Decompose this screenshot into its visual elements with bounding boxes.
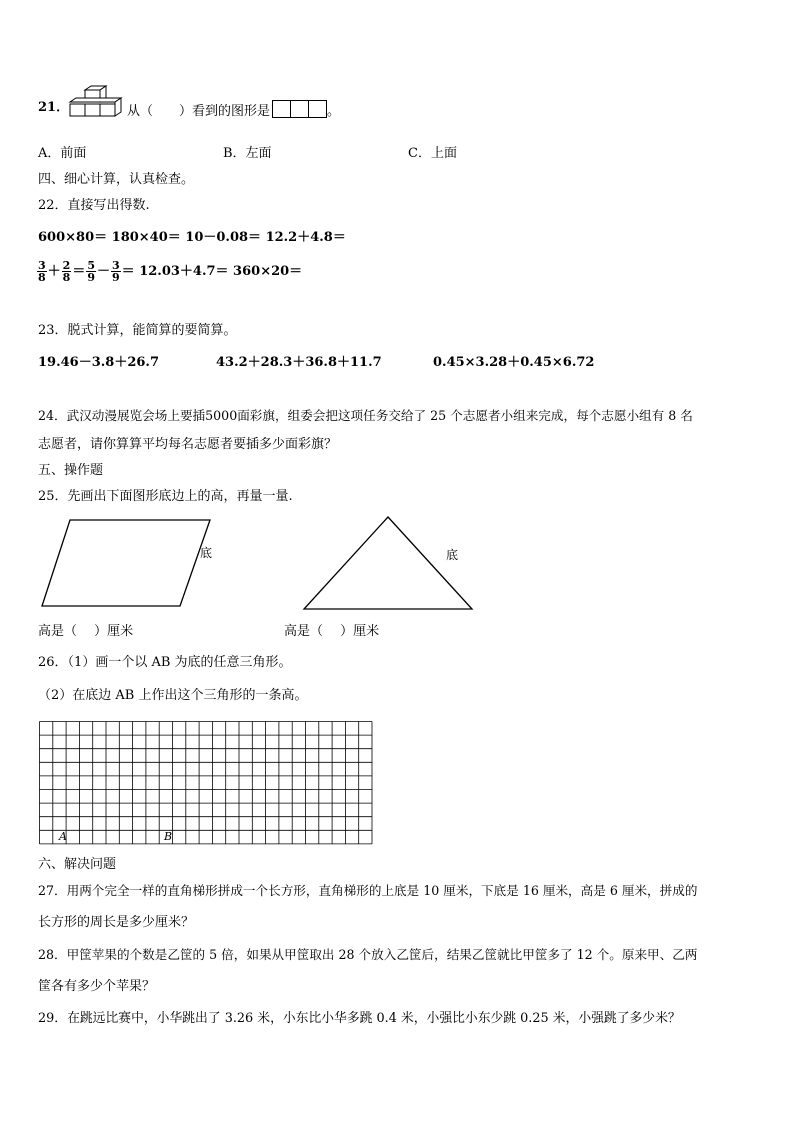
q23-title: 23．脱式计算，能简算的要简算。 (38, 323, 237, 338)
q25-answer-parallelogram: 高是（ ）厘米 (38, 624, 134, 639)
q28-line1: 28．甲筐苹果的个数是乙筐的 5 倍，如果从甲筐取出 28 个放入乙筐后，结果乙筐就比甲筐多了 12 个。原来甲、乙两 (38, 947, 698, 962)
parallelogram-base-label: 底 (200, 546, 213, 560)
q23-expr-2: 43.2＋28.3＋36.8＋11.7 (216, 355, 382, 370)
q23-expr-3: 0.45×3.28＋0.45×6.72 (433, 355, 595, 370)
q22-title: 22．直接写出得数. (38, 198, 150, 213)
q28-line2: 筐各有多少个苹果？ (38, 979, 156, 994)
q21-text: 从（ ）看到的图形是 (127, 104, 271, 119)
triangle-base-label: 底 (446, 548, 459, 562)
point-a-label: A (59, 830, 67, 843)
section-4-heading: 四、细心计算，认真检查。 (38, 172, 195, 187)
q24-line2: 志愿者，请你算算平均每名志愿者要插多少面彩旗？ (38, 437, 338, 452)
q21-question (127, 100, 340, 123)
q21-option-c: C．上面 (408, 146, 457, 161)
section-6-heading: 六、解决问题 (38, 857, 117, 872)
square-grid (39, 721, 374, 845)
q27-line1: 27．用两个完全一样的直角梯形拼成一个长方形，直角梯形的上底是 10 厘米，下底是 16 厘米，高是 6 厘米，拼成的 (38, 883, 698, 898)
point-b-label: B (164, 830, 173, 843)
q25-title: 25．先画出下面图形底边上的高，再量一量. (38, 489, 293, 504)
q24-line1: 24．武汉动漫展览会场上要插5000面彩旗，组委会把这项任务交给了 25 个志愿者小组来完成，每个志愿小组有 8 名 (38, 408, 693, 423)
q21-period: 。 (327, 104, 341, 119)
fraction-5-9: $\frac{5}{9}$ (87, 259, 95, 284)
fraction-3-8: $\frac{3}{8}$ (38, 259, 46, 284)
q26-line2: （2）在底边 AB 上作出这个三角形的一条高。 (38, 688, 308, 703)
q21-number: 21． (38, 100, 70, 115)
q25-answer-triangle: 高是（ ）厘米 (284, 624, 380, 639)
section-5-heading: 五、操作题 (38, 463, 104, 478)
q27-line2: 长方形的周长是多少厘米？ (38, 915, 195, 930)
q22-line1: 600×80＝ 180×40＝ 10－0.08＝ 12.2＋4.8＝ (38, 230, 346, 245)
q23-expr-1: 19.46－3.8＋26.7 (38, 355, 159, 370)
q21-option-b: B．左面 (223, 146, 272, 161)
q29-line1: 29．在跳远比赛中，小华跳出了 3.26 米，小东比小华多跳 0.4 米，小强比小东少跳 0.25 米，小强跳了多少米？ (38, 1011, 681, 1026)
cube-stack-figure (66, 86, 128, 130)
triangle-figure (302, 515, 474, 611)
fraction-3-9: $\frac{3}{9}$ (112, 259, 120, 284)
q21-option-a: A．前面 (38, 146, 87, 161)
q22-line2: $\frac{3}{8}$ ＋ $\frac{2}{8}$ ＝ $\frac{5}{9}$ － $\frac{3}{9}$ ＝ 12.03＋4.7＝ 360×20＝ (38, 259, 303, 284)
q26-line1: 26．（1）画一个以 AB 为底的任意三角形。 (38, 655, 292, 670)
three-squares-figure (273, 100, 327, 123)
fraction-2-8: $\frac{2}{8}$ (62, 259, 71, 284)
parallelogram-figure (40, 518, 212, 608)
